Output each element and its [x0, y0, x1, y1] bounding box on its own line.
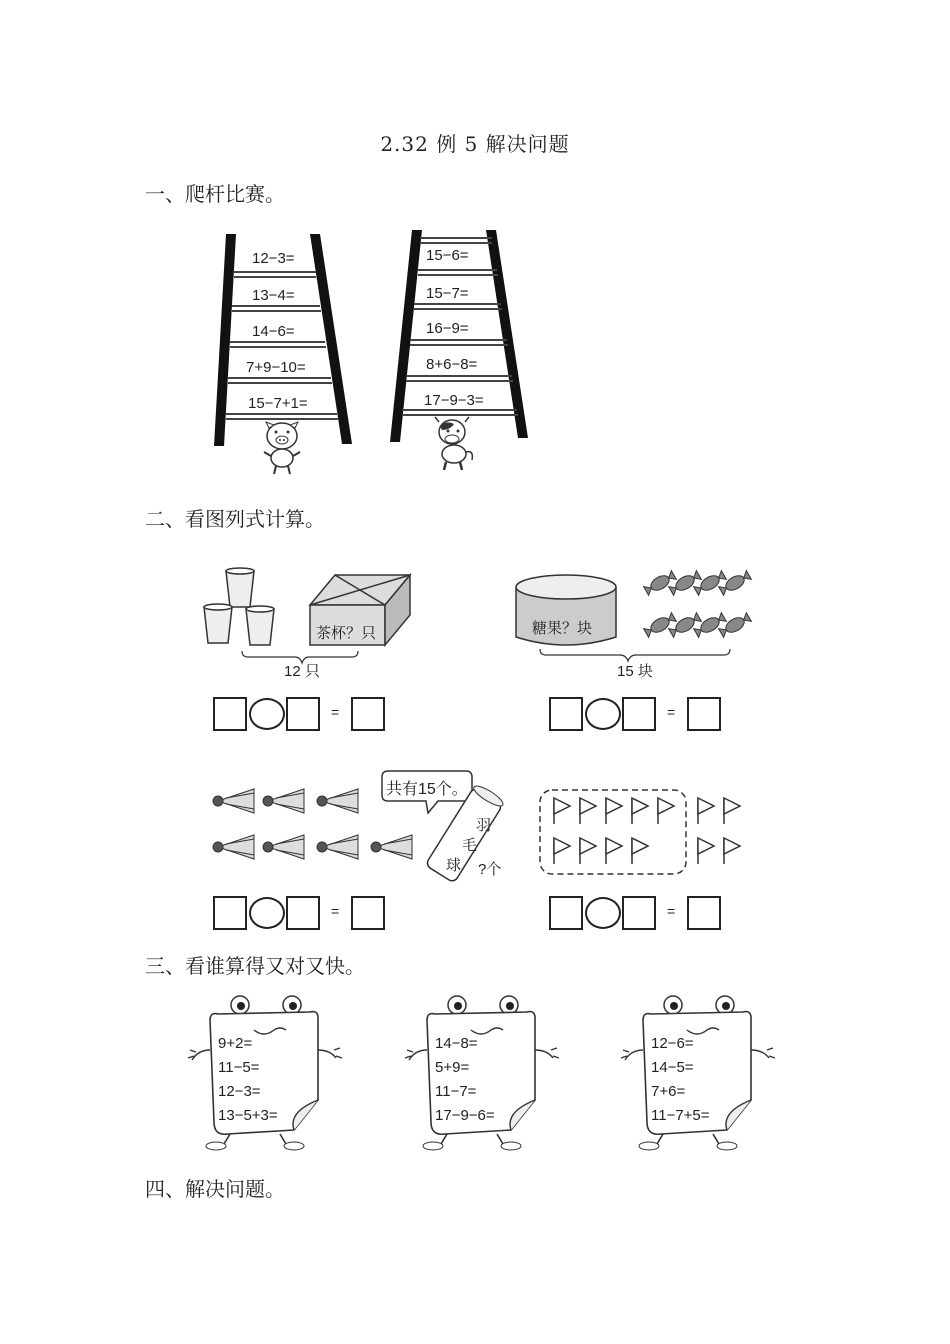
operator-oval[interactable]: [249, 897, 285, 929]
answer-box[interactable]: [286, 697, 320, 731]
equals-sign: =: [667, 704, 676, 720]
paper-3-eq-1: 12−6=: [651, 1035, 694, 1052]
answer-box[interactable]: [687, 697, 721, 731]
ladder-1-rung-1: 12−3=: [252, 250, 295, 267]
shuttle-tube-char-2: 毛: [462, 837, 478, 854]
paper-1-eq-3: 12−3=: [218, 1083, 261, 1100]
ladder-2-rung-4: 8+6−8=: [426, 356, 478, 373]
paper-2-eq-3: 11−7=: [435, 1083, 477, 1100]
section-heading-4: 四、解决问题。: [145, 1177, 285, 1201]
shuttle-tube-char-1: 羽: [476, 817, 492, 834]
section-heading-3: 三、看谁算得又对又快。: [145, 954, 365, 978]
equals-sign: =: [331, 903, 340, 919]
page-title: 2.32 例 5 解决问题: [380, 132, 570, 156]
ladder-2-rung-3: 16−9=: [426, 320, 469, 337]
section-heading-2: 二、看图列式计算。: [145, 507, 325, 531]
answer-box[interactable]: [622, 697, 656, 731]
paper-3-equations: [651, 1032, 710, 1128]
candy-total-label: 15 块: [617, 663, 653, 680]
ladder-1-rung-4: 7+9−10=: [246, 359, 306, 376]
equals-sign: =: [331, 704, 340, 720]
answer-box[interactable]: [687, 896, 721, 930]
paper-2-eq-4: 17−9−6=: [435, 1107, 495, 1124]
cow-icon: [432, 416, 476, 472]
paper-2-equations: [435, 1032, 495, 1128]
operator-oval[interactable]: [585, 698, 621, 730]
answer-box[interactable]: [213, 896, 247, 930]
answer-box[interactable]: [549, 896, 583, 930]
shuttle-tube-char-3: 球: [446, 857, 462, 874]
answer-box[interactable]: [351, 896, 385, 930]
candy-box-label: 糖果？块: [532, 620, 593, 637]
section-heading-1: 一、爬杆比赛。: [145, 182, 285, 206]
ladder-2-rung-2: 15−7=: [426, 285, 469, 302]
shuttle-bubble-text: 共有15个。: [386, 781, 468, 798]
paper-2-eq-2: 5+9=: [435, 1059, 470, 1076]
pig-icon: [260, 420, 304, 476]
paper-1-eq-4: 13−5+3=: [218, 1107, 278, 1124]
cups-box-label: 茶杯？只: [316, 625, 377, 642]
answer-box[interactable]: [622, 896, 656, 930]
ladder-1-rung-2: 13−4=: [252, 287, 295, 304]
paper-1-eq-1: 9+2=: [218, 1035, 253, 1052]
flags-picture: [538, 786, 748, 878]
ladder-1-rung-3: 14−6=: [252, 323, 295, 340]
ladder-2-rung-5: 17−9−3=: [424, 392, 484, 409]
paper-3-eq-3: 7+6=: [651, 1083, 686, 1100]
ladder-1-rung-5: 15−7+1=: [248, 395, 308, 412]
shuttle-question-label: ?个: [478, 861, 502, 878]
paper-2-eq-1: 14−8=: [435, 1035, 478, 1052]
paper-3-eq-2: 14−5=: [651, 1059, 694, 1076]
paper-3-eq-4: 11−7+5=: [651, 1107, 710, 1124]
equals-sign: =: [667, 903, 676, 919]
candy-picture: [510, 565, 760, 665]
paper-1-equations: [218, 1032, 278, 1128]
answer-box[interactable]: [549, 697, 583, 731]
answer-box[interactable]: [213, 697, 247, 731]
operator-oval[interactable]: [585, 897, 621, 929]
answer-box[interactable]: [286, 896, 320, 930]
ladder-2-rung-1: 15−6=: [426, 247, 469, 264]
cups-total-label: 12 只: [284, 663, 320, 680]
operator-oval[interactable]: [249, 698, 285, 730]
paper-1-eq-2: 11−5=: [218, 1059, 260, 1076]
answer-box[interactable]: [351, 697, 385, 731]
